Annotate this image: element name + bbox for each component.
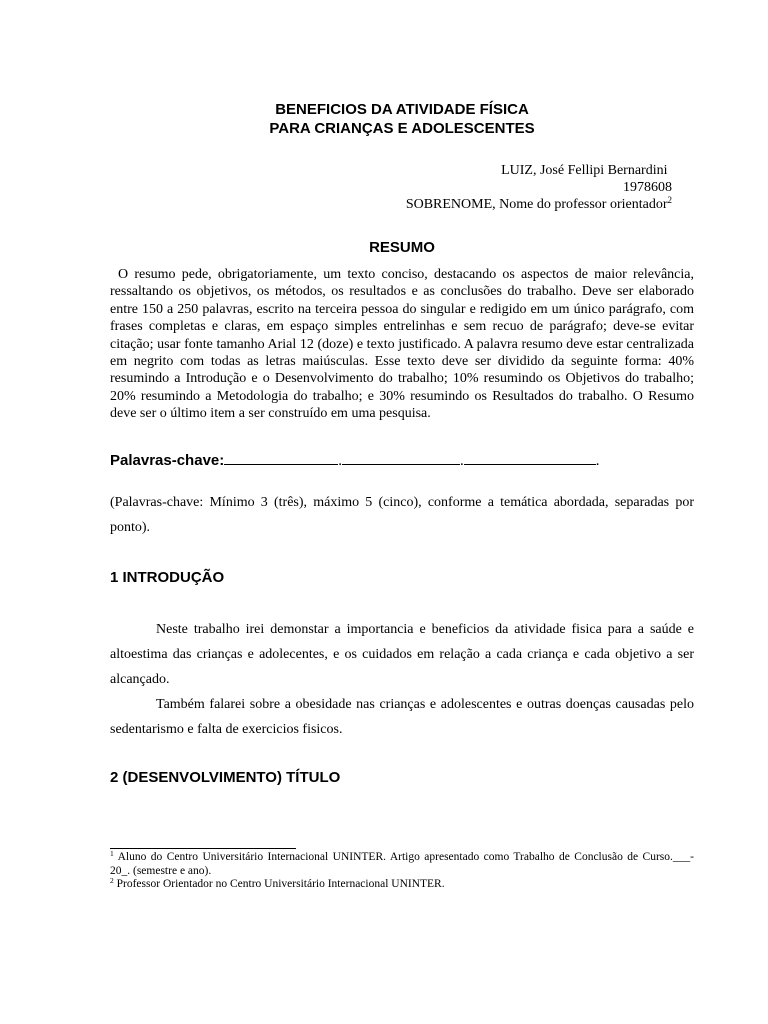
footnote-separator: [110, 848, 296, 849]
section-heading-desenvolvimento: 2 (DESENVOLVIMENTO) TÍTULO: [110, 769, 341, 786]
resumo-heading: RESUMO: [369, 239, 435, 256]
keywords-line: [110, 450, 694, 470]
keyword-separator-2: .: [460, 453, 464, 469]
author-block: [272, 162, 672, 213]
paragraph: Também falarei sobre a obesidade nas crianças e adolescentes e outras doenças causadas pelo sedentarismo e falta de exercicios fisicos.: [110, 697, 694, 737]
footnote-text: Aluno do Centro Universitário Internacional UNINTER. Artigo apresentado como Trabalho de Conclusão de Curso.___- 20_. (semestre e ano).: [110, 851, 694, 877]
keyword-separator-1: .: [338, 453, 342, 469]
advisor-name-text: SOBRENOME, Nome do professor orientador: [405, 197, 668, 212]
keywords-label: Palavras-chave:: [110, 452, 225, 469]
section-heading-introducao: 1 INTRODUÇÃO: [110, 569, 225, 586]
student-name-text: LUIZ, José Fellipi Bernardini: [501, 163, 668, 178]
introducao-body: [110, 617, 694, 742]
footnote-ref-2: 2: [667, 195, 672, 205]
footnote-2: [110, 878, 694, 892]
document-title: [110, 100, 694, 138]
title-line-2: PARA CRIANÇAS E ADOLESCENTES: [269, 120, 535, 137]
student-id: 1978608: [623, 180, 672, 195]
advisor-name: [272, 196, 672, 213]
title-line-1: BENEFICIOS DA ATIVIDADE FÍSICA: [275, 101, 529, 118]
keyword-end: .: [595, 453, 600, 469]
keyword-blank-3: [464, 450, 596, 465]
footnote-1: [110, 851, 694, 878]
footnote-text: Professor Orientador no Centro Universitário Internacional UNINTER.: [116, 878, 445, 891]
keywords-note: (Palavras-chave: Mínimo 3 (três), máximo 5 (cinco), conforme a temática abordada, separadas por ponto).: [110, 495, 694, 535]
resumo-text: O resumo pede, obrigatoriamente, um texto conciso, destacando os aspectos de maior relevância, ressaltando os objetivos, os métodos, os resultados e as conclusões do trabalho. Deve ser elaborado entre 150 a 250 palavras, escrito na terceira pessoa do singular e redigido em um único parágrafo, com frases completas e claras, em espaço simples entrelinhas e sem recuo de parágrafo; deve-se evitar citação; usar fonte tamanho Arial 12 (doze) e texto justificado. A palavra resumo deve estar centralizada em negrito com todas as letras maiúsculas. Esse texto deve ser dividido da seguinte forma: 40% resumindo a Introdução e o Desenvolvimento do trabalho; 10% resumindo os Objetivos do trabalho; 20% resumindo a Metodologia do trabalho; e 30% resumindo os Resultados do trabalho. O Resumo deve ser o último item a ser construído em uma pesquisa.: [110, 267, 694, 422]
footnote-mark: 1: [110, 849, 114, 858]
footnotes: [110, 851, 694, 892]
keyword-blank-1: [224, 450, 338, 465]
paragraph: Neste trabalho irei demonstar a importancia e beneficios da atividade fisica para a saúde e altoestima das crianças e adolecentes, e os cuidados em relação a cada criança e cada objetivo a ser alcançado.: [110, 622, 694, 687]
student-name: [272, 162, 672, 179]
footnote-mark: 2: [110, 876, 114, 886]
keyword-blank-2: [342, 450, 460, 465]
